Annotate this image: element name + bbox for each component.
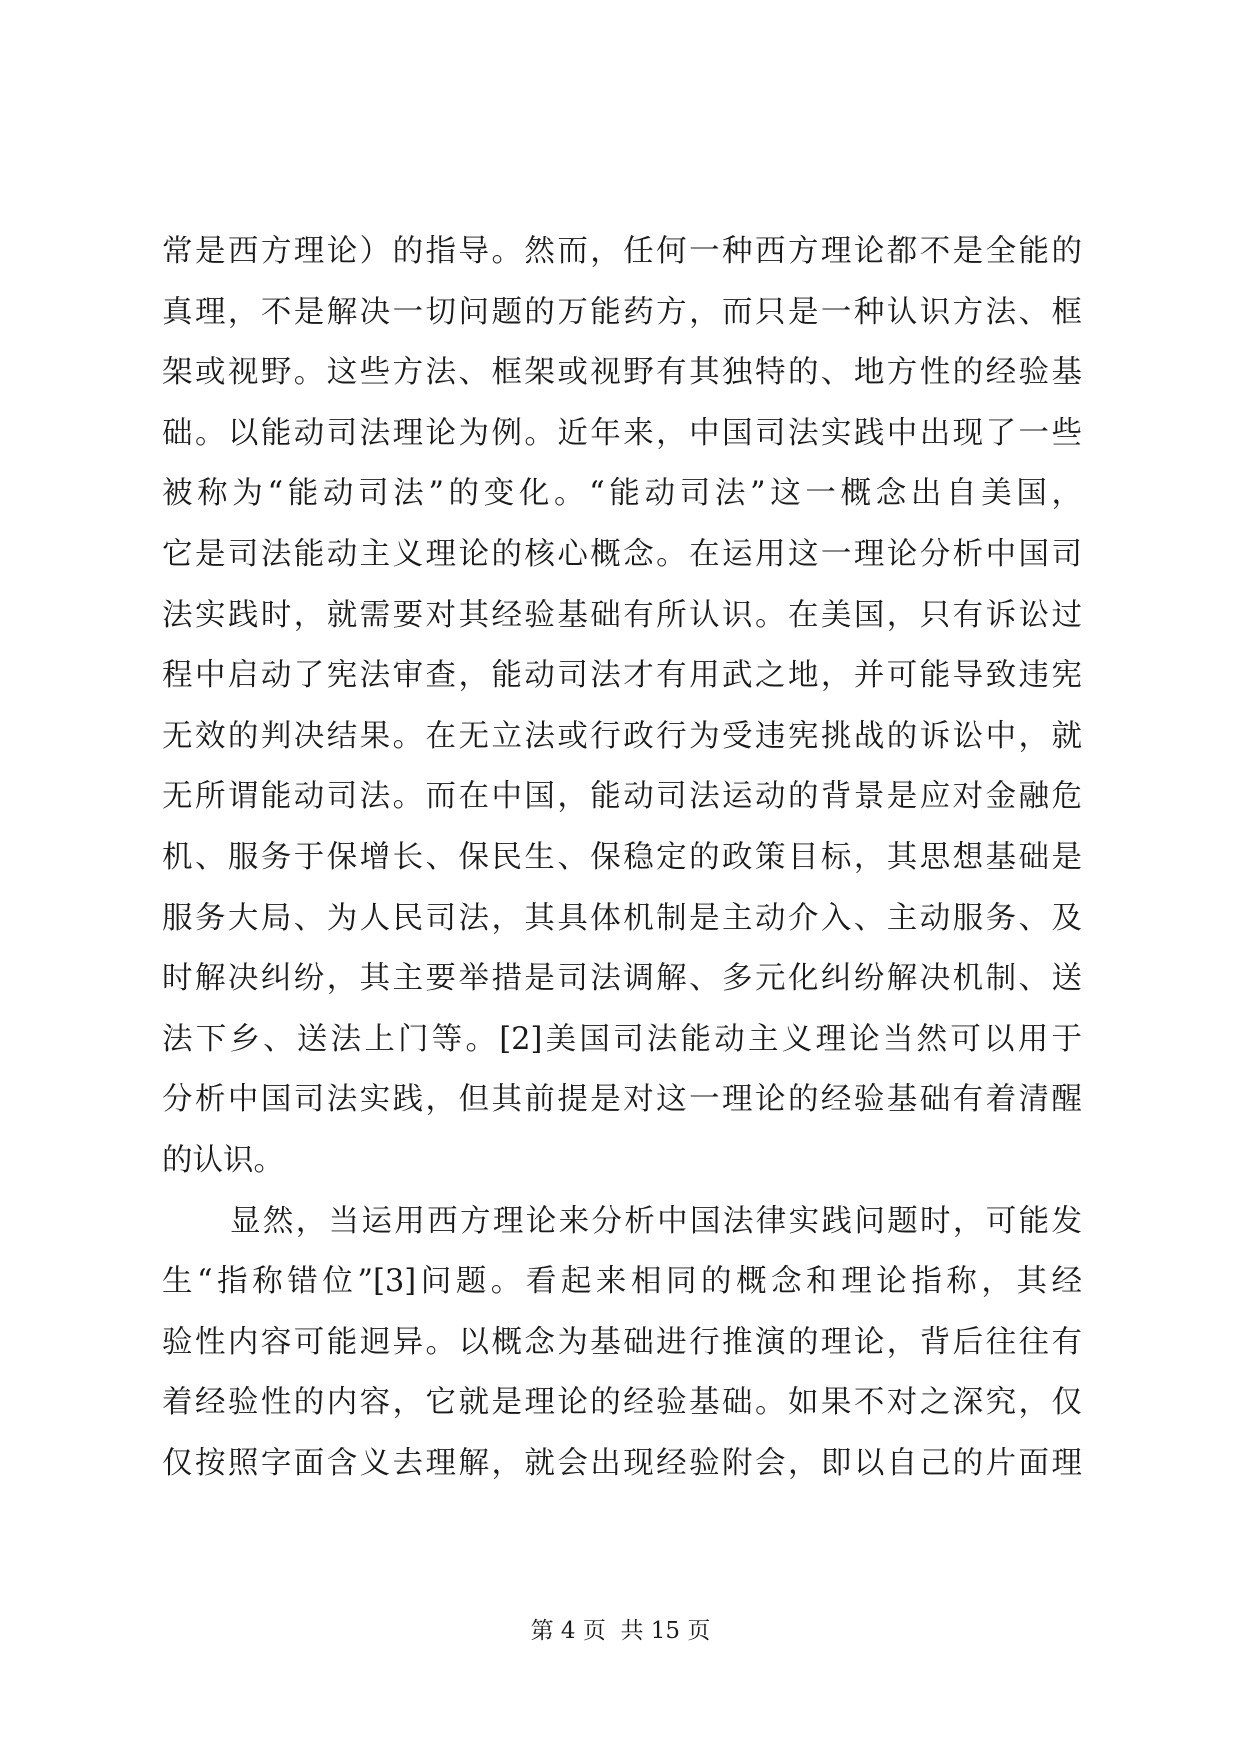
text-line: 被称为“能动司法”的变化。“能动司法”这一概念出自美国， [162,476,1082,512]
text-line: 常是西方理论）的指导。然而，任何一种西方理论都不是全能的 [162,234,1082,269]
text-line: 真理，不是解决一切问题的万能药方，而只是一种认识方法、框 [162,294,1082,330]
text-line: 法实践时，就需要对其经验基础有所认识。在美国，只有诉讼过 [162,597,1082,633]
page-number-footer: 第 4 页 共 15 页 [530,1618,711,1644]
paragraph-first-line: 显然，当运用西方理论来分析中国法律实践问题时，可能发 [230,1203,1082,1239]
text-line: 时解决纠纷，其主要举措是司法调解、多元化纠纷解决机制、送 [162,961,1082,997]
text-line: 着经验性的内容，它就是理论的经验基础。如果不对之深究，仅 [162,1385,1082,1421]
text-line: 架或视野。这些方法、框架或视野有其独特的、地方性的经验基 [162,355,1082,391]
text-line: 的认识。 [162,1142,284,1178]
text-line: 服务大局、为人民司法，其具体机制是主动介入、主动服务、及 [162,900,1082,936]
text-line: 础。以能动司法理论为例。近年来，中国司法实践中出现了一些 [162,415,1082,451]
text-line: 无效的判决结果。在无立法或行政行为受违宪挑战的诉讼中，就 [162,718,1082,754]
text-line: 程中启动了宪法审查，能动司法才有用武之地，并可能导致违宪 [162,658,1082,694]
text-line: 分析中国司法实践，但其前提是对这一理论的经验基础有着清醒 [162,1082,1082,1118]
text-line: 机、服务于保增长、保民生、保稳定的政策目标，其思想基础是 [162,839,1082,875]
document-body [162,222,1082,1494]
text-line: 验性内容可能迥异。以概念为基础进行推演的理论，背后往往有 [162,1324,1082,1360]
text-line: 法下乡、送法上门等。[2]美国司法能动主义理论当然可以用于 [162,1021,1082,1057]
text-line: 无所谓能动司法。而在中国，能动司法运动的背景是应对金融危 [162,779,1082,815]
text-line: 仅按照字面含义去理解，就会出现经验附会，即以自己的片面理 [162,1445,1082,1481]
text-line: 它是司法能动主义理论的核心概念。在运用这一理论分析中国司 [162,536,1082,572]
text-line: 生“指称错位”[3]问题。看起来相同的概念和理论指称，其经 [162,1264,1082,1300]
